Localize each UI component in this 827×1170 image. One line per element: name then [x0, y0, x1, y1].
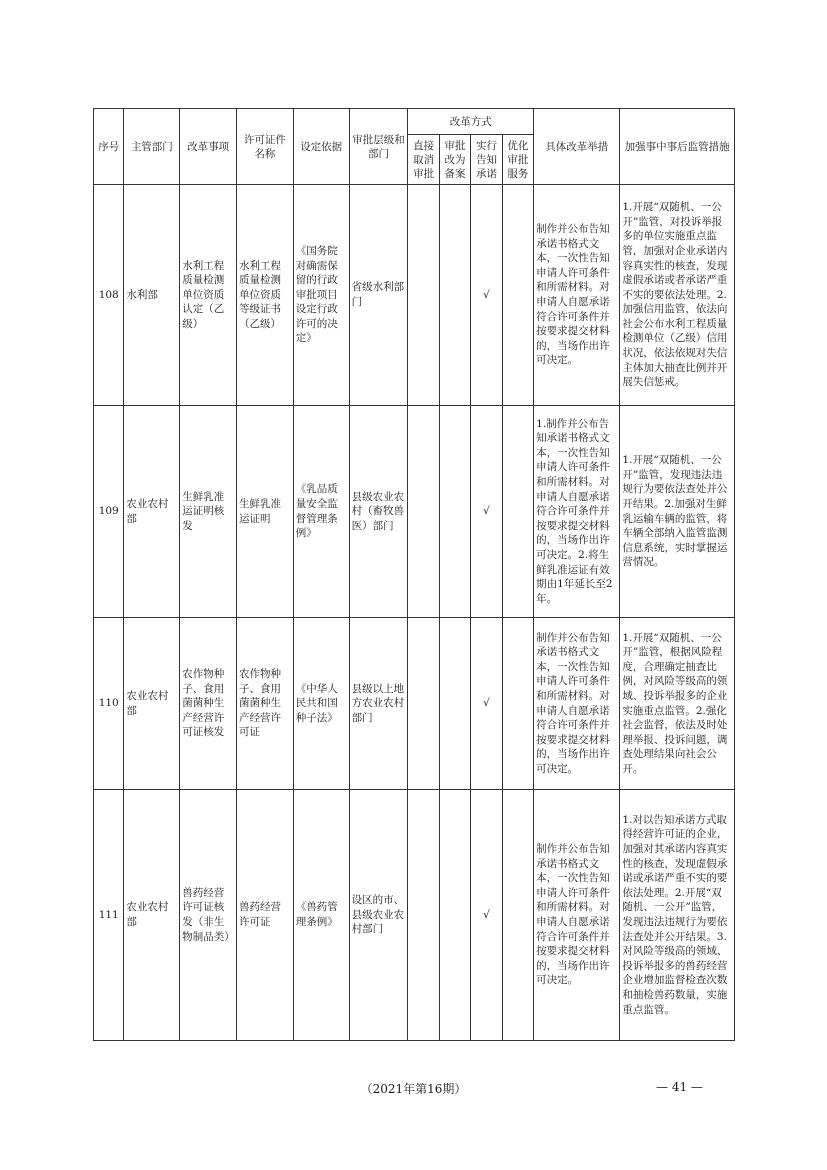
cell-license: 农作物种子、食用菌菌种生产经营许可证: [237, 618, 294, 790]
cell-notify: √: [471, 618, 502, 790]
cell-measures: 制作并公布告知承诺书格式文本，一次性告知申请人许可条件和所需材料。对申请人自愿承诺符合许可条件并按要求提交材料的，当场作出许可决定。: [534, 790, 620, 1041]
header-supervision: 加强事中事后监管措施: [620, 109, 735, 185]
cell-optimize: [502, 790, 533, 1041]
cell-basis: 《国务院对确需保留的行政审批项目设定行政许可的决定》: [293, 185, 349, 406]
header-mode-optimize: 优化审批服务: [502, 135, 533, 185]
cell-level: 县级以上地方农业农村部门: [349, 618, 408, 790]
cell-level: 省级水利部门: [349, 185, 408, 406]
header-mode-record: 审批改为备案: [439, 135, 470, 185]
cell-notify: √: [471, 790, 502, 1041]
header-seq: 序号: [94, 109, 124, 185]
table-row: [94, 618, 735, 790]
cell-supervision: 1.开展“双随机、一公开”监管，根据风险程度，合理确定抽查比例，对风险等级高的领域、投诉举报多的企业实施重点监管。2.强化社会监督，依法及时处理举报、投诉问题，调查处理结果向社会公开。: [620, 618, 735, 790]
cell-supervision: 1.开展“双随机、一公开”监管，发现违法违规行为要依法查处并公开结果。2.加强对生鲜乳运输车辆的监管，将车辆全部纳入监管监测信息系统，实时掌握运营情况。: [620, 406, 735, 618]
cell-item: 生鲜乳准运证明核发: [180, 406, 237, 618]
table-row: [94, 185, 735, 406]
cell-seq: 108: [94, 185, 124, 406]
cell-item: 兽药经营许可证核发（非生物制品类）: [180, 790, 237, 1041]
cell-record: [439, 618, 470, 790]
cell-item: 水利工程质量检测单位资质认定（乙级）: [180, 185, 237, 406]
header-mode-cancel: 直接取消审批: [408, 135, 439, 185]
cell-level: 设区的市、县级农业农村部门: [349, 790, 408, 1041]
cell-optimize: [502, 185, 533, 406]
cell-basis: 《乳品质量安全监督管理条例》: [293, 406, 349, 618]
cell-license: 兽药经营许可证: [237, 790, 294, 1041]
cell-record: [439, 406, 470, 618]
cell-license: 生鲜乳准运证明: [237, 406, 294, 618]
cell-optimize: [502, 618, 533, 790]
table-row: [94, 790, 735, 1041]
cell-dept: 水利部: [124, 185, 180, 406]
header-basis: 设定依据: [293, 109, 349, 185]
cell-notify: √: [471, 406, 502, 618]
cell-seq: 111: [94, 790, 124, 1041]
cell-basis: 《兽药管理条例》: [293, 790, 349, 1041]
cell-level: 县级农业农村（畜牧兽医）部门: [349, 406, 408, 618]
header-item: 改革事项: [180, 109, 237, 185]
cell-measures: 制作并公布告知承诺书格式文本，一次性告知申请人许可条件和所需材料。对申请人自愿承诺符合许可条件并按要求提交材料的，当场作出许可决定。: [534, 618, 620, 790]
cell-basis: 《中华人民共和国种子法》: [293, 618, 349, 790]
header-measures: 具体改革举措: [534, 109, 620, 185]
cell-measures: 1.制作并公布告知承诺书格式文本，一次性告知申请人许可条件和所需材料。对申请人自愿承诺符合许可条件并按要求提交材料的，当场作出许可决定。2.将生鲜乳准运证有效期由1年延长至2年。: [534, 406, 620, 618]
cell-supervision: 1.开展“双随机、一公开”监管，对投诉举报多的单位实施重点监管，加强对企业承诺内容真实性的核查，发现虚假承诺或者承诺严重不实的要依法处理。2.加强信用监管，依法向社会公布水利工程质量检测单位（乙级）信用状况，依法依规对失信主体加大抽查比例并开展失信惩戒。: [620, 185, 735, 406]
cell-item: 农作物种子、食用菌菌种生产经营许可证核发: [180, 618, 237, 790]
cell-license: 水利工程质量检测单位资质等级证书（乙级）: [237, 185, 294, 406]
reform-table: [93, 108, 735, 1041]
page-number: — 41 —: [656, 1080, 703, 1094]
cell-seq: 110: [94, 618, 124, 790]
cell-dept: 农业农村部: [124, 618, 180, 790]
issue-label: （2021年第16期）: [360, 1082, 467, 1096]
cell-optimize: [502, 406, 533, 618]
header-license: 许可证件名称: [237, 109, 294, 185]
cell-seq: 109: [94, 406, 124, 618]
cell-record: [439, 185, 470, 406]
header-dept: 主管部门: [124, 109, 180, 185]
cell-cancel: [408, 790, 439, 1041]
cell-record: [439, 790, 470, 1041]
table-row: [94, 406, 735, 618]
cell-cancel: [408, 618, 439, 790]
cell-measures: 制作并公布告知承诺书格式文本，一次性告知申请人许可条件和所需材料。对申请人自愿承诺符合许可条件并按要求提交材料的，当场作出许可决定。: [534, 185, 620, 406]
cell-supervision: 1.对以告知承诺方式取得经营许可证的企业，加强对其承诺内容真实性的核查，发现虚假承诺或承诺严重不实的要依法处理。2.开展“双随机、一公开”监管，发现违法违规行为要依法查处并公开结果。3.对风险等级高的领域、投诉举报多的兽药经营企业增加监督检查次数和抽检兽药数量，实施重点监管。: [620, 790, 735, 1041]
cell-dept: 农业农村部: [124, 790, 180, 1041]
header-mode-notify: 实行告知承诺: [471, 135, 502, 185]
header-mode-group: 改革方式: [408, 109, 534, 135]
cell-notify: √: [471, 185, 502, 406]
cell-cancel: [408, 406, 439, 618]
cell-dept: 农业农村部: [124, 406, 180, 618]
header-level: 审批层级和部门: [349, 109, 408, 185]
cell-cancel: [408, 185, 439, 406]
